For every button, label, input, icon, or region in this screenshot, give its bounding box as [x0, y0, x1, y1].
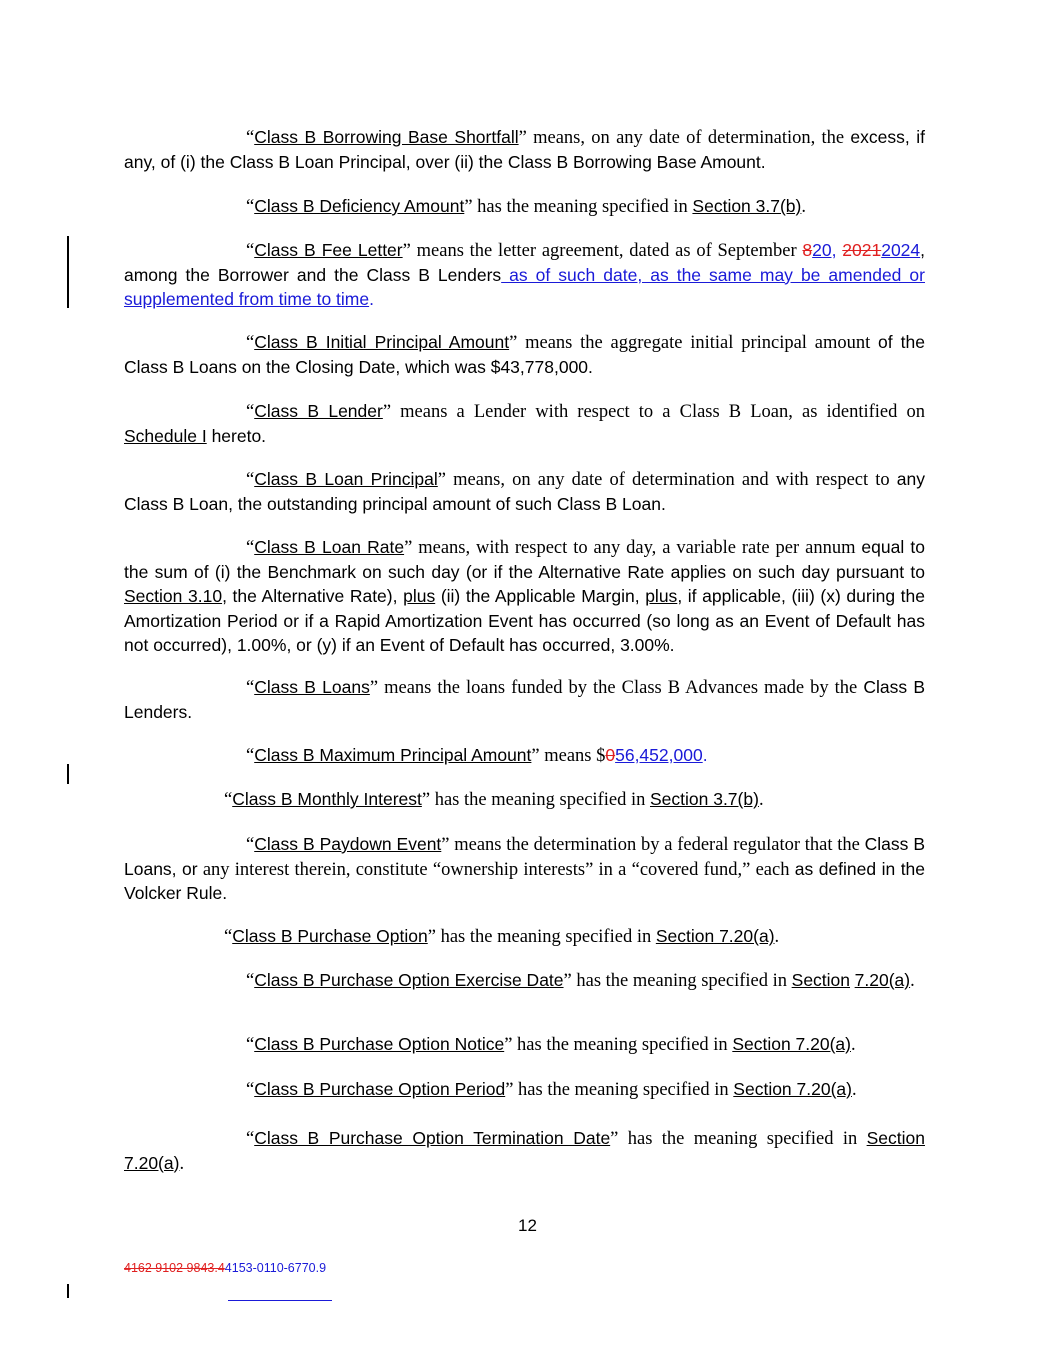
section-reference[interactable]: Section 7.20(a): [733, 1079, 852, 1099]
defined-term: Class B Purchase Option Exercise Date: [254, 970, 564, 990]
section-reference[interactable]: Section 7.20(a): [732, 1034, 851, 1054]
definition-purchase-option-notice: “Class B Purchase Option Notice” has the meaning specified in Section 7.20(a).: [246, 1034, 856, 1055]
defined-term: Class B Initial Principal Amount: [254, 332, 510, 352]
section-reference[interactable]: 7.20(a): [854, 970, 911, 990]
defined-term: Class B Purchase Option Period: [254, 1079, 506, 1099]
defined-term: Class B Lender: [254, 401, 383, 421]
definition-fee-letter: “Class B Fee Letter” means the letter agreement, dated as of September 820, 20212024, among the Borrower and the Class B Lenders as of such date, as the same may be amended or supplemented from time to time.: [124, 240, 926, 309]
definition-deficiency-amount: “Class B Deficiency Amount” has the meaning specified in Section 3.7(b).: [246, 196, 806, 217]
page-number: 12: [518, 1216, 537, 1235]
inserted-text: 2024: [881, 240, 921, 260]
definition-monthly-interest: “Class B Monthly Interest” has the meaning specified in Section 3.7(b).: [224, 789, 764, 810]
footer-rule: [228, 1300, 332, 1301]
definition-paydown-event: “Class B Paydown Event” means the determination by a federal regulator that the Class B Loans, or any interest therein, constitute “ownership interests” in a “covered fund,” each as defined in the Volcker Rule.: [124, 834, 926, 903]
defined-term: Class B Paydown Event: [254, 834, 442, 854]
definition-purchase-option-exercise-date: “Class B Purchase Option Exercise Date” has the meaning specified in Section 7.20(a).: [246, 970, 915, 991]
deleted-text: 4162 9102 9843.4: [124, 1261, 225, 1275]
inserted-text: 20,: [812, 240, 837, 260]
schedule-reference[interactable]: Schedule I: [124, 425, 207, 446]
definition-lender: “Class B Lender” means a Lender with respect to a Class B Loan, as identified on Schedule I hereto.: [124, 401, 925, 446]
section-reference[interactable]: Section: [791, 970, 851, 990]
definition-loan-principal: “Class B Loan Principal” means, on any date of determination and with respect to any Class B Loan, the outstanding principal amount of such Class B Loan.: [124, 469, 925, 514]
section-reference[interactable]: Section 3.7(b): [692, 196, 802, 216]
definition-borrowing-base-shortfall: “Class B Borrowing Base Shortfall” means, on any date of determination, the excess, if any, of (i) the Class B Loan Principal, over (ii) the Class B Borrowing Base Amount.: [124, 127, 926, 172]
defined-term: Class B Purchase Option: [232, 926, 428, 946]
defined-term: Class B Borrowing Base Shortfall: [254, 127, 519, 147]
defined-term: Class B Purchase Option Notice: [254, 1034, 505, 1054]
document-id: [124, 1261, 326, 1275]
defined-term: Class B Loans: [254, 677, 370, 697]
definition-maximum-principal-amount: “Class B Maximum Principal Amount” means $056,452,000.: [246, 745, 708, 766]
section-reference[interactable]: Section 7.20(a): [655, 926, 775, 946]
defined-term: Class B Maximum Principal Amount: [254, 745, 532, 765]
definition-initial-principal-amount: “Class B Initial Principal Amount” means the aggregate initial principal amount of the Class B Loans on the Closing Date, which was $43,778,000.: [124, 332, 925, 377]
defined-term: Class B Loan Rate: [254, 537, 405, 557]
change-bar: [67, 764, 69, 784]
change-bar: [67, 236, 69, 308]
change-bar: [67, 1284, 69, 1298]
section-reference[interactable]: Section 3.7(b): [649, 789, 759, 809]
defined-term: Class B Monthly Interest: [232, 789, 422, 809]
defined-term: Class B Loan Principal: [254, 469, 438, 489]
defined-term: Class B Deficiency Amount: [254, 196, 465, 216]
deleted-text: 8: [802, 240, 813, 260]
deleted-text: 2021: [842, 240, 882, 260]
inserted-text: 4153-0110-6770.9: [224, 1261, 327, 1275]
section-reference[interactable]: 7.20(a): [124, 1152, 180, 1173]
inserted-text: 56,452,000: [615, 745, 703, 765]
inserted-text: as of such date, as the same may be amended or supplemented from time to time: [124, 264, 925, 309]
definition-loans: “Class B Loans” means the loans funded by the Class B Advances made by the Class B Lenders.: [124, 677, 926, 722]
section-reference[interactable]: Section 3.10: [124, 586, 223, 606]
definition-purchase-option-period: “Class B Purchase Option Period” has the meaning specified in Section 7.20(a).: [246, 1079, 857, 1100]
definition-purchase-option: “Class B Purchase Option” has the meaning specified in Section 7.20(a).: [224, 926, 780, 947]
deleted-text: 0: [605, 745, 616, 765]
section-reference[interactable]: Section: [866, 1128, 925, 1148]
defined-term: Class B Purchase Option Termination Date: [254, 1128, 611, 1148]
definition-purchase-option-termination-date: “Class B Purchase Option Termination Date” has the meaning specified in Section 7.20(a).: [124, 1128, 925, 1174]
defined-term: Class B Fee Letter: [254, 240, 403, 260]
definition-loan-rate: “Class B Loan Rate” means, with respect to any day, a variable rate per annum equal to the sum of (i) the Benchmark on such day (or if the Alternative Rate applies on such day pursuant to Section 3.10, the Alternative Rate), plus (ii) the Applicable Margin, plus, if applicable, (iii) (x) during the Amortization Period or if a Rapid Amortization Event has occurred (so long as an Event of Default has not occurred), 1.00%, or (y) if an Event of Default has occurred, 3.00%.: [124, 537, 926, 655]
